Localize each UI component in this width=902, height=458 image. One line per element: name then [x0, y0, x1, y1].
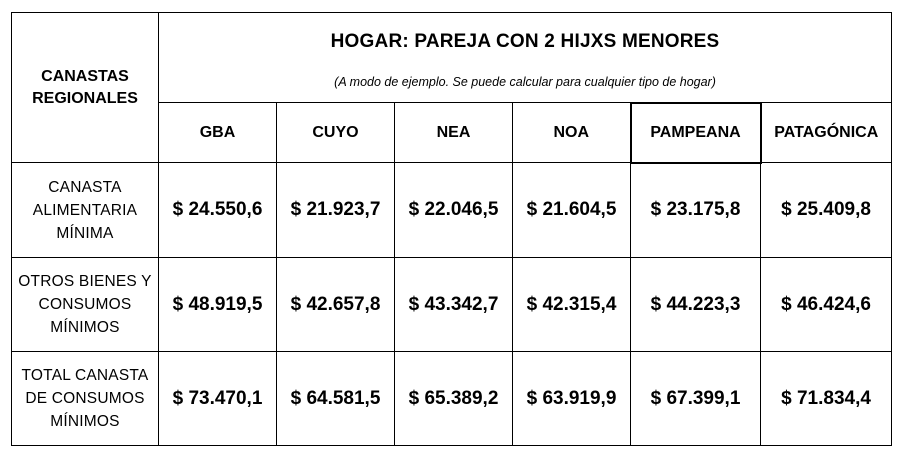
- value-cell: $ 21.604,5: [513, 163, 631, 258]
- region-cuyo: CUYO: [277, 103, 395, 163]
- value-cell: $ 71.834,4: [761, 352, 892, 446]
- row-label-text: CANASTA ALIMENTARIA MÍNIMA: [32, 178, 138, 242]
- region-patagonica: PATAGÓNICA: [761, 103, 892, 163]
- household-header: [159, 13, 892, 103]
- household-subtitle: (A modo de ejemplo. Se puede calcular para cualquier tipo de hogar): [334, 75, 716, 90]
- value-cell: $ 42.657,8: [277, 258, 395, 352]
- value-cell: $ 63.919,9: [513, 352, 631, 446]
- region-nea: NEA: [395, 103, 513, 163]
- region-pampeana: PAMPEANA: [631, 103, 761, 163]
- row-label-alimentaria: [12, 163, 159, 258]
- value-cell: $ 67.399,1: [631, 352, 761, 446]
- value-cell: $ 22.046,5: [395, 163, 513, 258]
- value-cell: $ 43.342,7: [395, 258, 513, 352]
- household-title: HOGAR: PAREJA CON 2 HIJXS MENORES: [330, 31, 720, 53]
- table-row-otros-bienes: [12, 258, 892, 352]
- value-cell: $ 64.581,5: [277, 352, 395, 446]
- region-noa: NOA: [513, 103, 631, 163]
- title-row: [12, 13, 892, 103]
- row-label-text: TOTAL CANASTA DE CONSUMOS MÍNIMOS: [21, 367, 149, 430]
- value-cell: $ 44.223,3: [631, 258, 761, 352]
- value-cell: $ 48.919,5: [159, 258, 277, 352]
- value-cell: $ 73.470,1: [159, 352, 277, 446]
- row-label-otros-bienes: [12, 258, 159, 352]
- region-gba: GBA: [159, 103, 277, 163]
- value-cell: $ 25.409,8: [761, 163, 892, 258]
- corner-header: [12, 13, 159, 163]
- value-cell: $ 65.389,2: [395, 352, 513, 446]
- canasta-table: [11, 12, 892, 446]
- value-cell: $ 23.175,8: [631, 163, 761, 258]
- table-row-total: [12, 352, 892, 446]
- value-cell: $ 46.424,6: [761, 258, 892, 352]
- value-cell: $ 42.315,4: [513, 258, 631, 352]
- row-label-total: [12, 352, 159, 446]
- row-label-text: OTROS BIENES Y CONSUMOS MÍNIMOS: [18, 273, 152, 336]
- table-row-alimentaria: [12, 163, 892, 258]
- value-cell: $ 24.550,6: [159, 163, 277, 258]
- corner-label: CANASTAS REGIONALES: [32, 67, 138, 107]
- value-cell: $ 21.923,7: [277, 163, 395, 258]
